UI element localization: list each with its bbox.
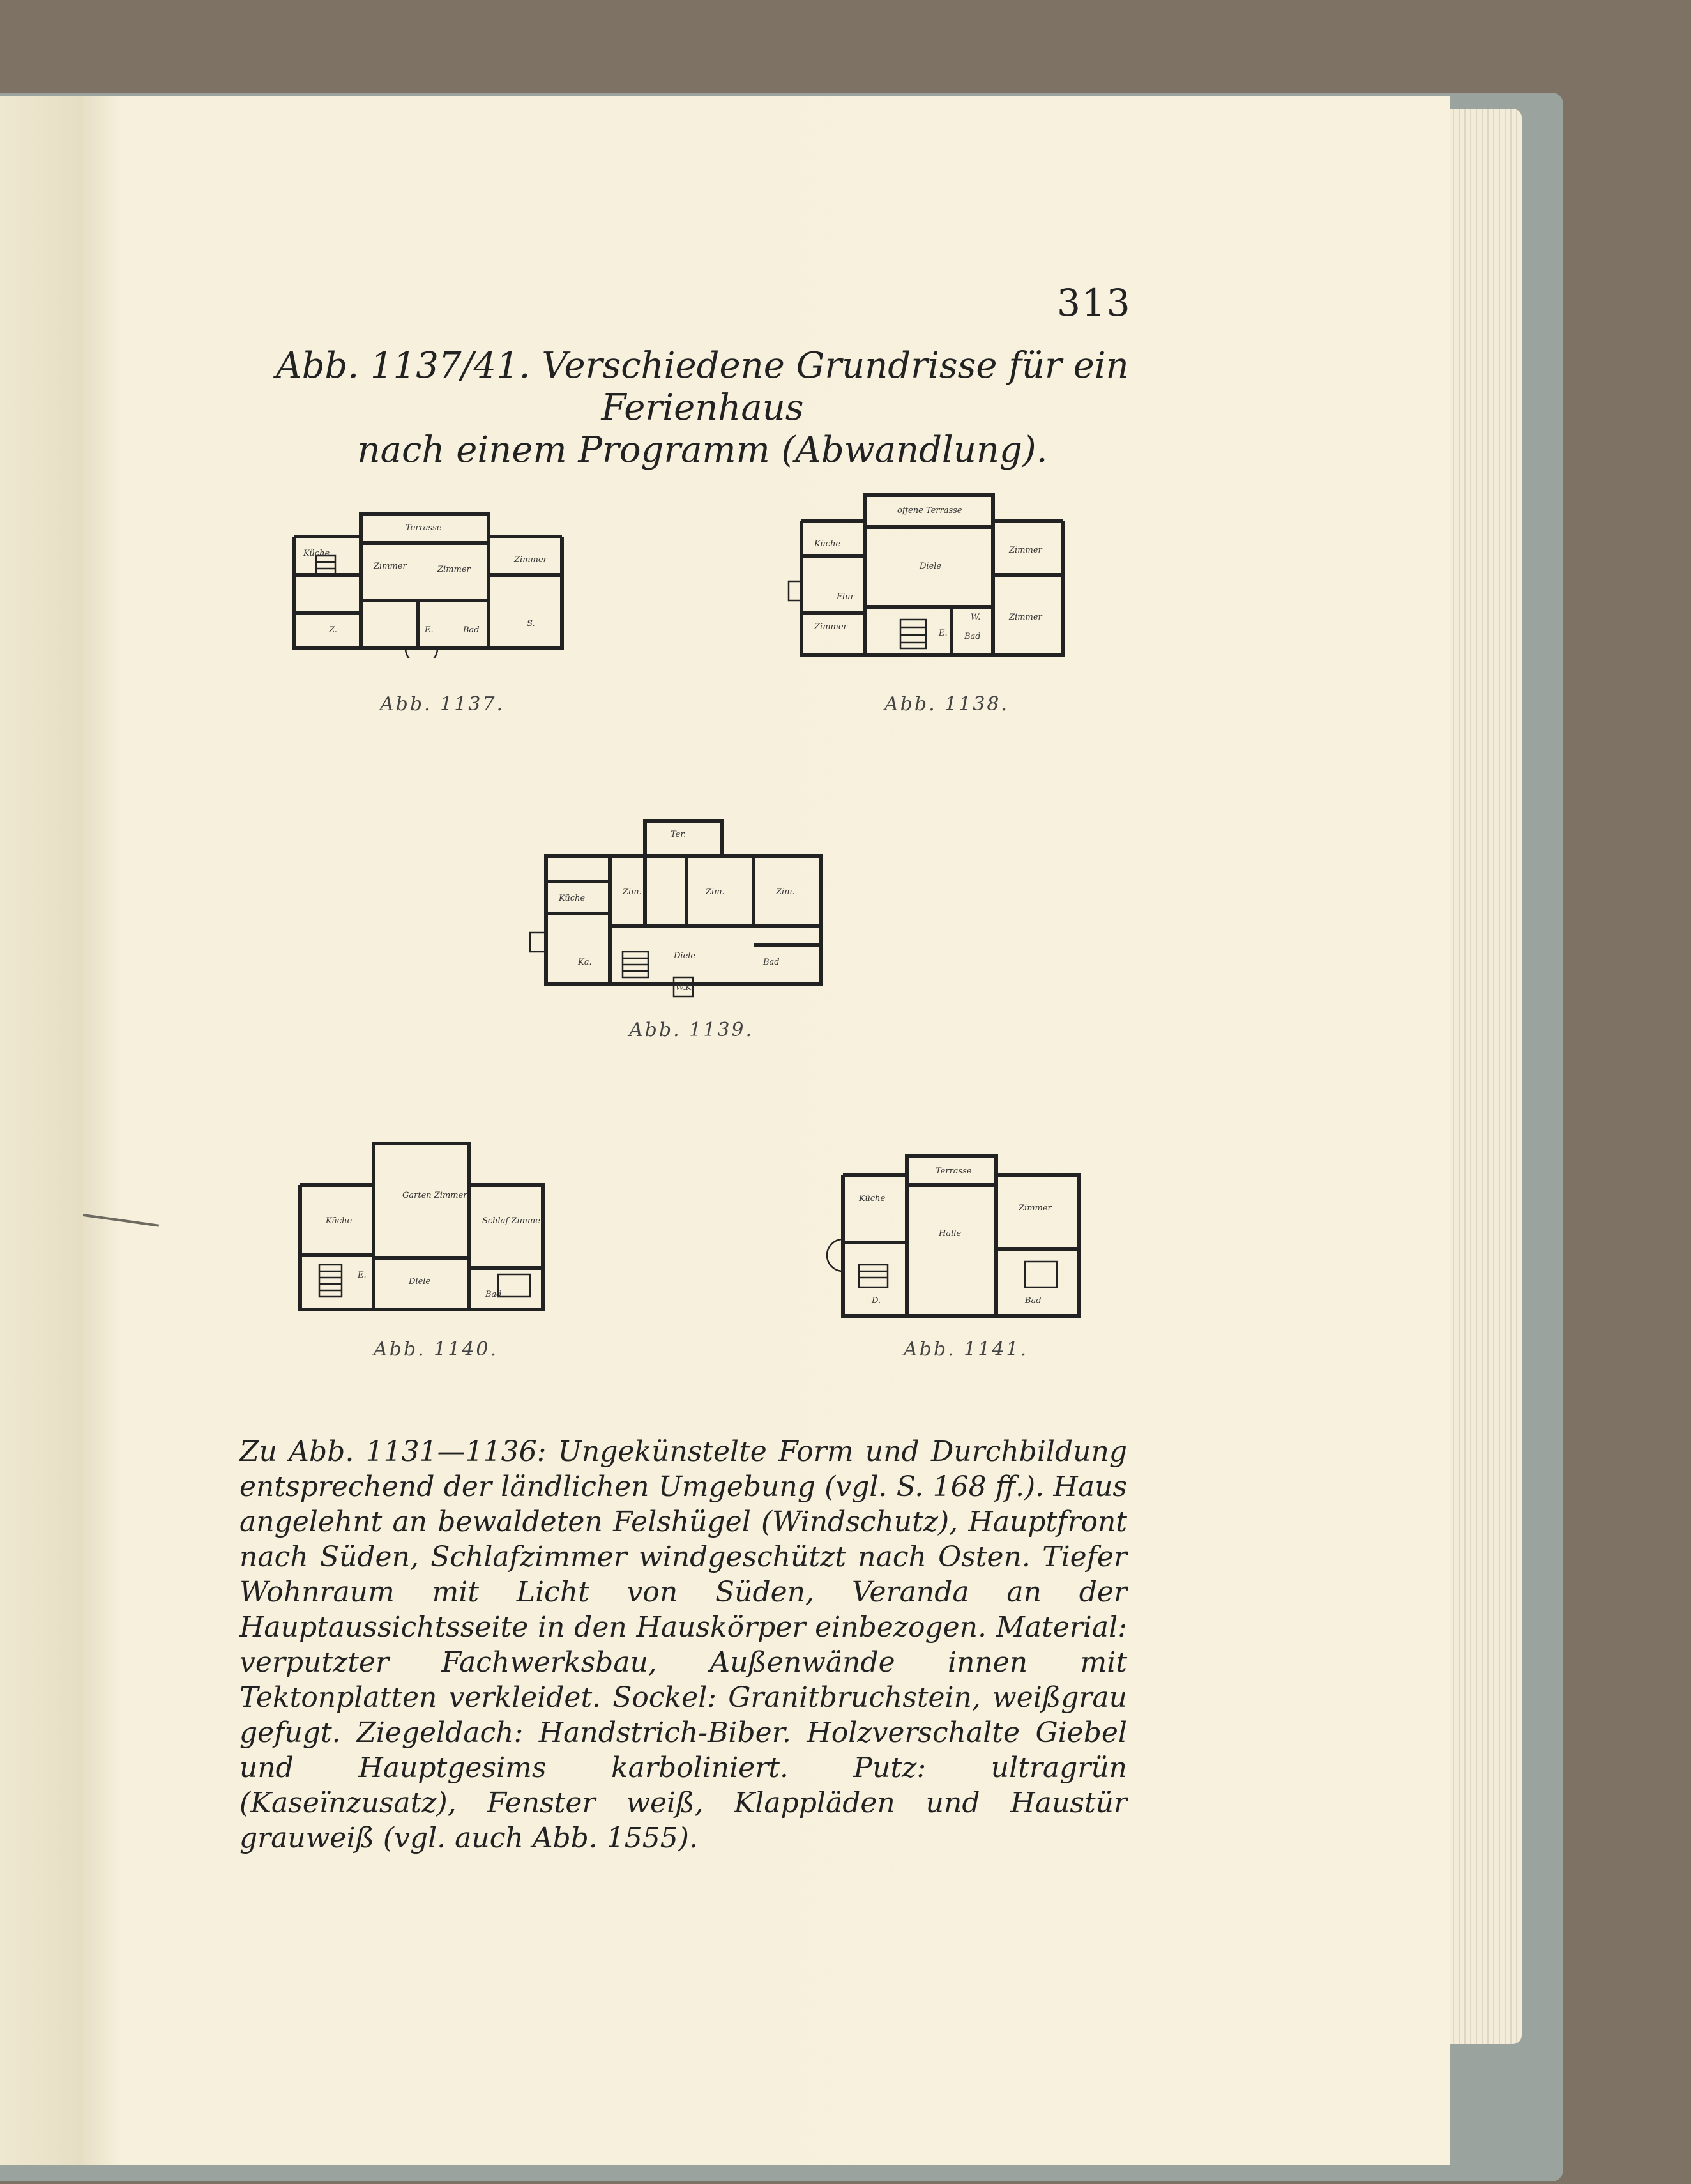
page-number: 313: [1057, 281, 1132, 325]
room-label: E.: [939, 629, 948, 638]
room-label: Garten Zimmer: [402, 1191, 467, 1200]
floorplan-1141: [821, 1153, 1089, 1325]
room-label: Terrasse: [936, 1166, 972, 1176]
room-label: Bad: [964, 632, 981, 641]
room-label: Z.: [329, 625, 337, 635]
room-label: S.: [527, 619, 535, 629]
room-label: Flur: [837, 592, 854, 602]
figure-label-1137: Abb. 1137.: [380, 693, 505, 715]
room-label: E.: [425, 625, 434, 635]
floorplan-1141-drawing: [821, 1153, 1089, 1325]
caption-line-2: nach einem Programm (Abwandlung).: [357, 429, 1048, 471]
room-label: Bad: [1025, 1296, 1042, 1306]
room-label: Zimmer: [437, 565, 471, 574]
room-label: Ka.: [578, 958, 592, 967]
room-label: offene Terrasse: [897, 506, 962, 515]
room-label: Zimmer: [514, 555, 547, 565]
room-label: Zimmer: [1019, 1203, 1052, 1213]
room-label: Diele: [920, 561, 942, 571]
floorplan-1140: [294, 1140, 549, 1319]
caption-line-1: Abb. 1137/41. Verschiedene Grundrisse für ein Ferienhaus: [276, 345, 1129, 429]
room-label: D.: [872, 1296, 881, 1306]
floorplan-1139-drawing: [527, 818, 827, 1003]
gutter-line: [83, 1214, 159, 1227]
floorplan-1140-drawing: [294, 1140, 549, 1319]
room-label: W.K.: [676, 983, 695, 993]
figure-caption: [255, 345, 1149, 471]
room-label: Zim.: [623, 887, 642, 897]
floorplan-1138: [785, 492, 1066, 664]
figure-label-1139: Abb. 1139.: [629, 1019, 754, 1041]
room-label: Küche: [814, 539, 841, 549]
room-label: Terrasse: [406, 523, 442, 533]
room-label: Zimmer: [1009, 613, 1042, 622]
figure-label-1141: Abb. 1141.: [904, 1338, 1029, 1361]
room-label: Bad: [763, 958, 780, 967]
room-label: Schlaf Zimmer: [482, 1216, 545, 1226]
page-edges: [1448, 109, 1522, 2044]
room-label: Bad: [485, 1290, 502, 1299]
figure-label-1138: Abb. 1138.: [884, 693, 1010, 715]
left-page: [0, 96, 83, 2165]
room-label: Bad: [463, 625, 480, 635]
room-label: Küche: [559, 894, 586, 903]
room-label: E.: [358, 1271, 367, 1280]
room-label: Halle: [939, 1229, 962, 1239]
floorplan-1139: [527, 818, 827, 1003]
room-label: W.: [971, 613, 981, 622]
body-paragraph: Zu Abb. 1131—1136: Ungekünstelte Form und Durchbildung entsprechend der ländlichen Umgebung (vgl. S. 168 ff.). Haus angelehnt an bewaldeten Felshügel (Windschutz), Hauptfront nach Süden, Schlafzimmer windgeschützt nach Osten. Tiefer Wohnraum mit Licht von Süden, Veranda an der Hauptaussichtsseite in den Hauskörper einbezogen. Material: verputzter Fachwerksbau, Außenwände innen mit Tektonplatten verkleidet. Sockel: Granitbruchstein, weißgrau gefugt. Ziegeldach: Handstrich-Biber. Holzverschalte Giebel und Hauptgesims karboliniert. Putz: ultragrün (Kaseïnzusatz), Fenster weiß, Klappläden und Haustür grauweiß (vgl. auch Abb. 1555).: [239, 1435, 1127, 1854]
room-label: Zimmer: [1009, 546, 1042, 555]
room-label: Diele: [674, 951, 696, 961]
room-label: Diele: [409, 1277, 431, 1287]
floorplan-1138-drawing: [785, 492, 1066, 664]
room-label: Zim.: [706, 887, 725, 897]
room-label: Zim.: [776, 887, 795, 897]
room-label: Zimmer: [374, 561, 407, 571]
figure-label-1140: Abb. 1140.: [374, 1338, 499, 1361]
room-label: Küche: [303, 549, 330, 558]
room-label: Ter.: [671, 830, 686, 839]
floorplan-1137: [291, 511, 565, 658]
room-label: Küche: [859, 1194, 886, 1203]
room-label: Küche: [326, 1216, 353, 1226]
room-label: Zimmer: [814, 622, 847, 632]
floorplan-1137-drawing: [291, 511, 565, 658]
